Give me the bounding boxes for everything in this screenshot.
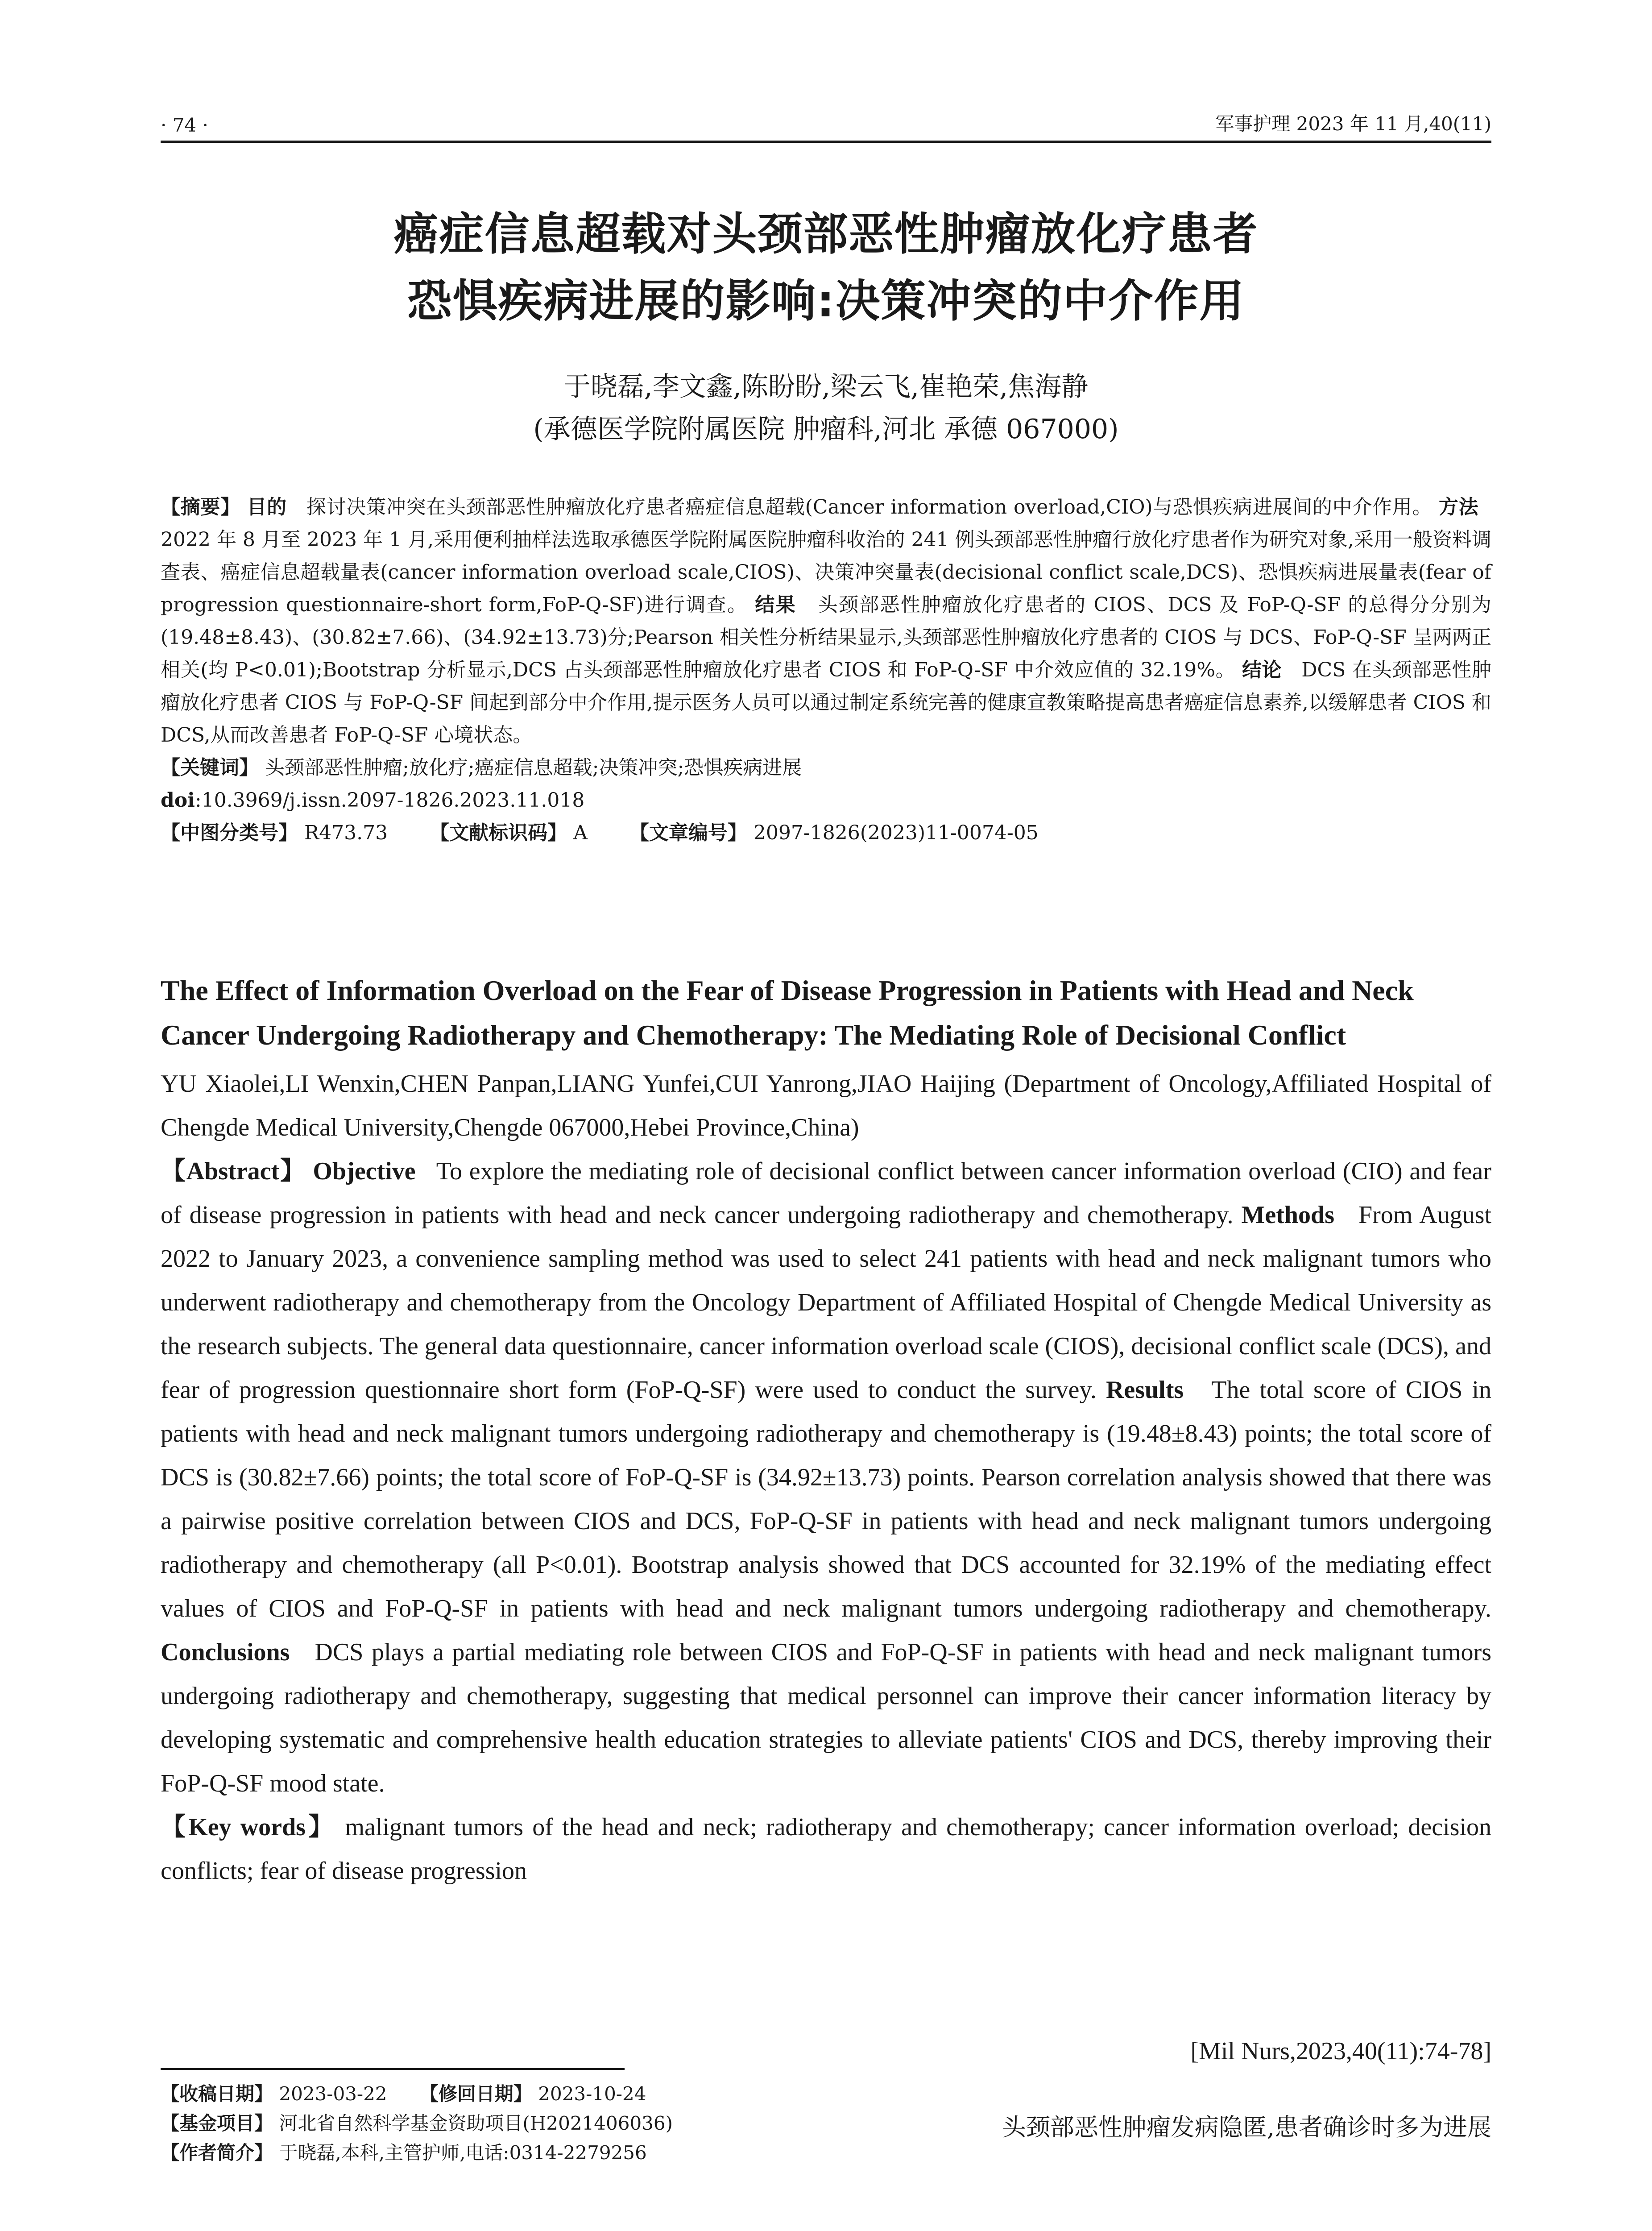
fund-label: 【基金项目】 [161,2112,273,2134]
chinese-abstract-block [161,491,1491,849]
results-label: 结果 [755,593,796,616]
author-block [161,366,1491,451]
objective-label: 目的 [247,496,287,518]
keywords-en-text: malignant tumors of the head and neck; radiotherapy and chemotherapy; cancer information overload; decision conflicts; fear of disease progression [161,1813,1491,1885]
chinese-keywords [161,751,1491,784]
footnote-divider [161,2068,625,2070]
author-bio-text: 于晓磊,本科,主管护师,电话:0314-2279256 [279,2142,647,2164]
keywords-en-label: 【Key words】 [161,1813,336,1841]
page-number: · 74 · [161,114,208,136]
keywords-label: 【关键词】 [161,756,259,779]
citation: [Mil Nurs,2023,40(11):74-78] [1190,2037,1491,2065]
doc-code-label: 【文献标识码】 [430,821,567,844]
doi-label: doi [161,789,195,812]
received-date: 2023-03-22 [279,2083,387,2105]
revised-date: 2023-10-24 [538,2083,646,2105]
doi-line [161,784,1491,817]
abstract-label: 【摘要】 [161,496,240,518]
journal-issue: 军事护理 2023 年 11 月,40(11) [1215,113,1491,135]
article-number-value: 2097-1826(2023)11-0074-05 [753,821,1039,844]
doi-text: :10.3969/j.issn.2097-1826.2023.11.018 [195,789,585,812]
footnote-fund [161,2109,673,2138]
clc-label: 【中图分类号】 [161,821,298,844]
title-line-1: 癌症信息超载对头颈部恶性肿瘤放化疗患者 [393,208,1259,260]
body-text-start: 头颈部恶性肿瘤发病隐匿,患者确诊时多为进展 [1002,2113,1491,2141]
fund-text: 河北省自然科学基金资助项目(H2021406036) [279,2112,673,2134]
keywords-text: 头颈部恶性肿瘤;放化疗;癌症信息超载;决策冲突;恐惧疾病进展 [265,756,802,779]
english-abstract-block [161,1062,1491,1893]
objective-text: 探讨决策冲突在头颈部恶性肿瘤放化疗患者癌症信息超载(Cancer information overload,CIO)与恐惧疾病进展间的中介作用。 [306,496,1433,518]
objective-en-text: To explore the mediating role of decisional conflict between cancer information overload (CIO) and fear of disease progression in patients with head and neck cancer undergoing radiotherapy and chemotherapy. [161,1157,1492,1229]
conclusion-label: 结论 [1242,659,1282,681]
author-names: 于晓磊,李文鑫,陈盼盼,梁云飞,崔艳荣,焦海静 [563,371,1089,402]
footnote-dates [161,2079,673,2109]
conclusions-en-label: Conclusions [161,1638,290,1666]
footnotes [161,2079,673,2168]
title-line-2: 恐惧疾病进展的影响:决策冲突的中介作用 [407,275,1245,327]
clc-value: R473.73 [304,821,388,844]
results-en-text: The total score of CIOS in patients with head and neck malignant tumors undergoing radiotherapy and chemotherapy is (19.48±8.43) points; the total score of DCS is (30.82±7.66) points; the total score of FoP-Q-SF is (34.92±13.73) points. Pearson correlation analysis showed that there was a pairwise positive correlation between CIOS and DCS, FoP-Q-SF in patients with head and neck malignant tumors undergoing radiotherapy and chemotherapy (all P<0.01). Bootstrap analysis showed that DCS accounted for 32.19% of the mediating effect values of CIOS and FoP-Q-SF in patients with head and neck malignant tumors undergoing radiotherapy and chemotherapy. [161,1376,1491,1622]
classification-line [161,817,1491,849]
doc-code-value: A [573,821,588,844]
abstract-en-label: 【Abstract】 [161,1157,306,1185]
objective-en-label: Objective [313,1157,416,1185]
english-authors: YU Xiaolei,LI Wenxin,CHEN Panpan,LIANG Yunfei,CUI Yanrong,JIAO Haijing (Department of Oncology,Affiliated Hospital of Chengde Medical University,Chengde 067000,Hebei Province,China) [161,1070,1491,1141]
methods-en-text: From August 2022 to January 2023, a convenience sampling method was used to select 241 patients with head and neck malignant tumors who underwent radiotherapy and chemotherapy from the Oncology Department of Affiliated Hospital of Chengde Medical University as the research subjects. The general data questionnaire, cancer information overload scale (CIOS), decisional conflict scale (DCS), and fear of progression questionnaire short form (FoP-Q-SF) were used to conduct the survey. [161,1201,1492,1404]
methods-en-label: Methods [1241,1201,1334,1229]
results-en-label: Results [1105,1376,1184,1404]
article-number-label: 【文章编号】 [629,821,747,844]
english-title: The Effect of Information Overload on the Fear of Disease Progression in Patients with Head and Neck Cancer Undergoing Radiotherapy and Chemotherapy: The Mediating Role of Decisional Conflict [161,975,1414,1051]
footnote-author [161,2138,673,2168]
english-keywords [161,1805,1491,1893]
methods-text: 2022 年 8 月至 2023 年 1 月,采用便利抽样法选取承德医学院附属医院肿瘤科收治的 241 例头颈部恶性肿瘤行放化疗患者作为研究对象,采用一般资料调查表、癌症信息超载量表(cancer information overload scale,CIOS)、决策冲突量表(decisional conflict scale,DCS)、恐惧疾病进展量表(fear of progression questionnaire-short form,FoP-Q-SF)进行调查。 [161,528,1491,616]
results-text: 头颈部恶性肿瘤放化疗患者的 CIOS、DCS 及 FoP-Q-SF 的总得分分别为(19.48±8.43)、(30.82±7.66)、(34.92±13.73)分;Pearson 相关性分析结果显示,头颈部恶性肿瘤放化疗患者的 CIOS 与 DCS、FoP-Q-SF 呈两两正相关(均 P<0.01);Bootstrap 分析显示,DCS 占头颈部恶性肿瘤放化疗患者 CIOS 和 FoP-Q-SF 中介效应值的 32.19%。 [161,593,1491,681]
running-header [161,96,1491,143]
conclusions-en-text: DCS plays a partial mediating role between CIOS and FoP-Q-SF in patients with head and neck malignant tumors undergoing radiotherapy and chemotherapy, suggesting that medical personnel can improve their cancer information literacy by developing systematic and comprehensive health education strategies to alleviate patients' CIOS and DCS, thereby improving their FoP-Q-SF mood state. [161,1638,1491,1797]
received-label: 【收稿日期】 [161,2083,273,2105]
english-abstract [161,1149,1491,1805]
revised-label: 【修回日期】 [419,2083,532,2105]
author-bio-label: 【作者简介】 [161,2142,273,2164]
article-title [161,201,1491,335]
methods-label: 方法 [1438,496,1479,518]
author-affiliation: (承德医学院附属医院 肿瘤科,河北 承德 067000) [533,414,1119,445]
chinese-abstract [161,491,1491,751]
conclusion-text: DCS 在头颈部恶性肿瘤放化疗患者 CIOS 与 FoP-Q-SF 间起到部分中介作用,提示医务人员可以通过制定系统完善的健康宣教策略提高患者癌症信息素养,以缓解患者 CIOS 和 DCS,从而改善患者 FoP-Q-SF 心境状态。 [161,659,1491,746]
